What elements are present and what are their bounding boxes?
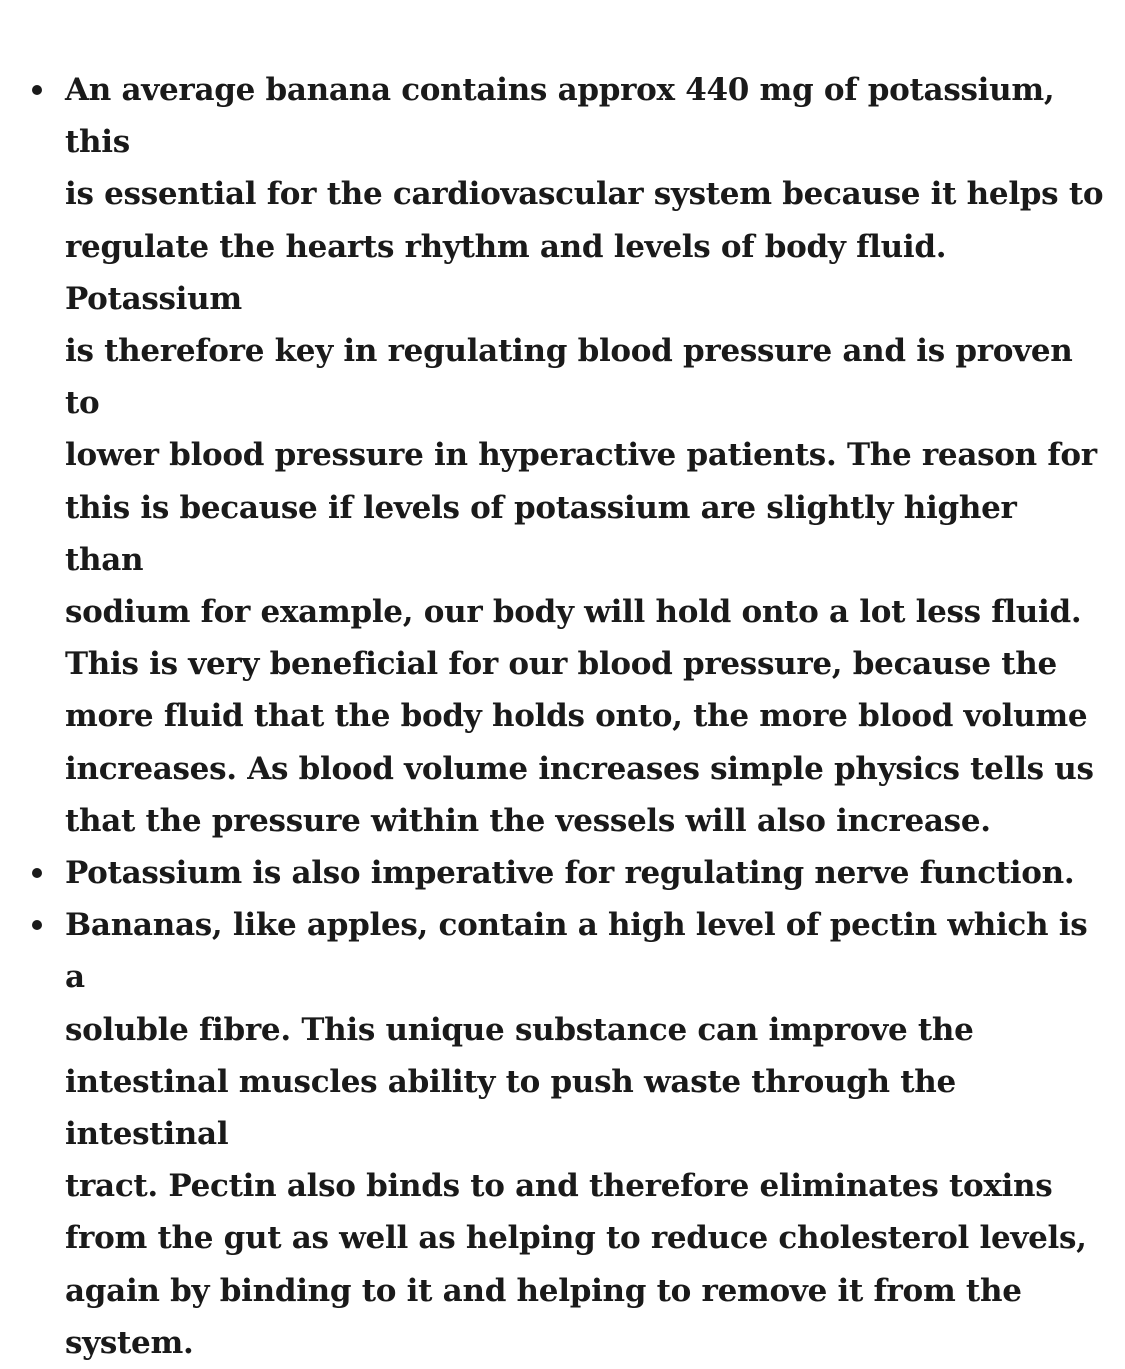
bullet-item-potassium [0,64,1125,847]
bullet-text: An average banana contains approx 440 mg of potassium, this is essential for the cardiovascular system because it helps to regulate the hearts rhythm and levels of body fluid. Potassium is therefore key in regulating blood pressure and is proven to lower blood pressure in hyperactive patients. The reason for this is because if levels of potassium are slightly higher than sodium for example, our body will hold onto a lot less fluid. This is very beneficial for our blood pressure, because the more fluid that the body holds onto, the more blood volume increases. As blood volume increases simple physics tells us that the pressure within the vessels will also increase. [65,72,1104,839]
bullet-item-nerve-function [0,847,1125,899]
bullet-text: Bananas, like apples, contain a high level of pectin which is a soluble fibre. This unique substance can improve the intestinal muscles ability to push waste through the intestinal tract. Pectin also binds to and therefore eliminates toxins from the gut as well as helping to reduce cholesterol levels, again by binding to it and helping to remove it from the system. [65,907,1088,1361]
bullet-text: Potassium is also imperative for regulating nerve function. [65,855,1075,892]
bullet-list [0,64,1125,1369]
bullet-dot-icon [32,868,42,878]
bullet-dot-icon [32,85,42,95]
bullet-item-pectin [0,899,1125,1369]
bullet-dot-icon [32,920,42,930]
